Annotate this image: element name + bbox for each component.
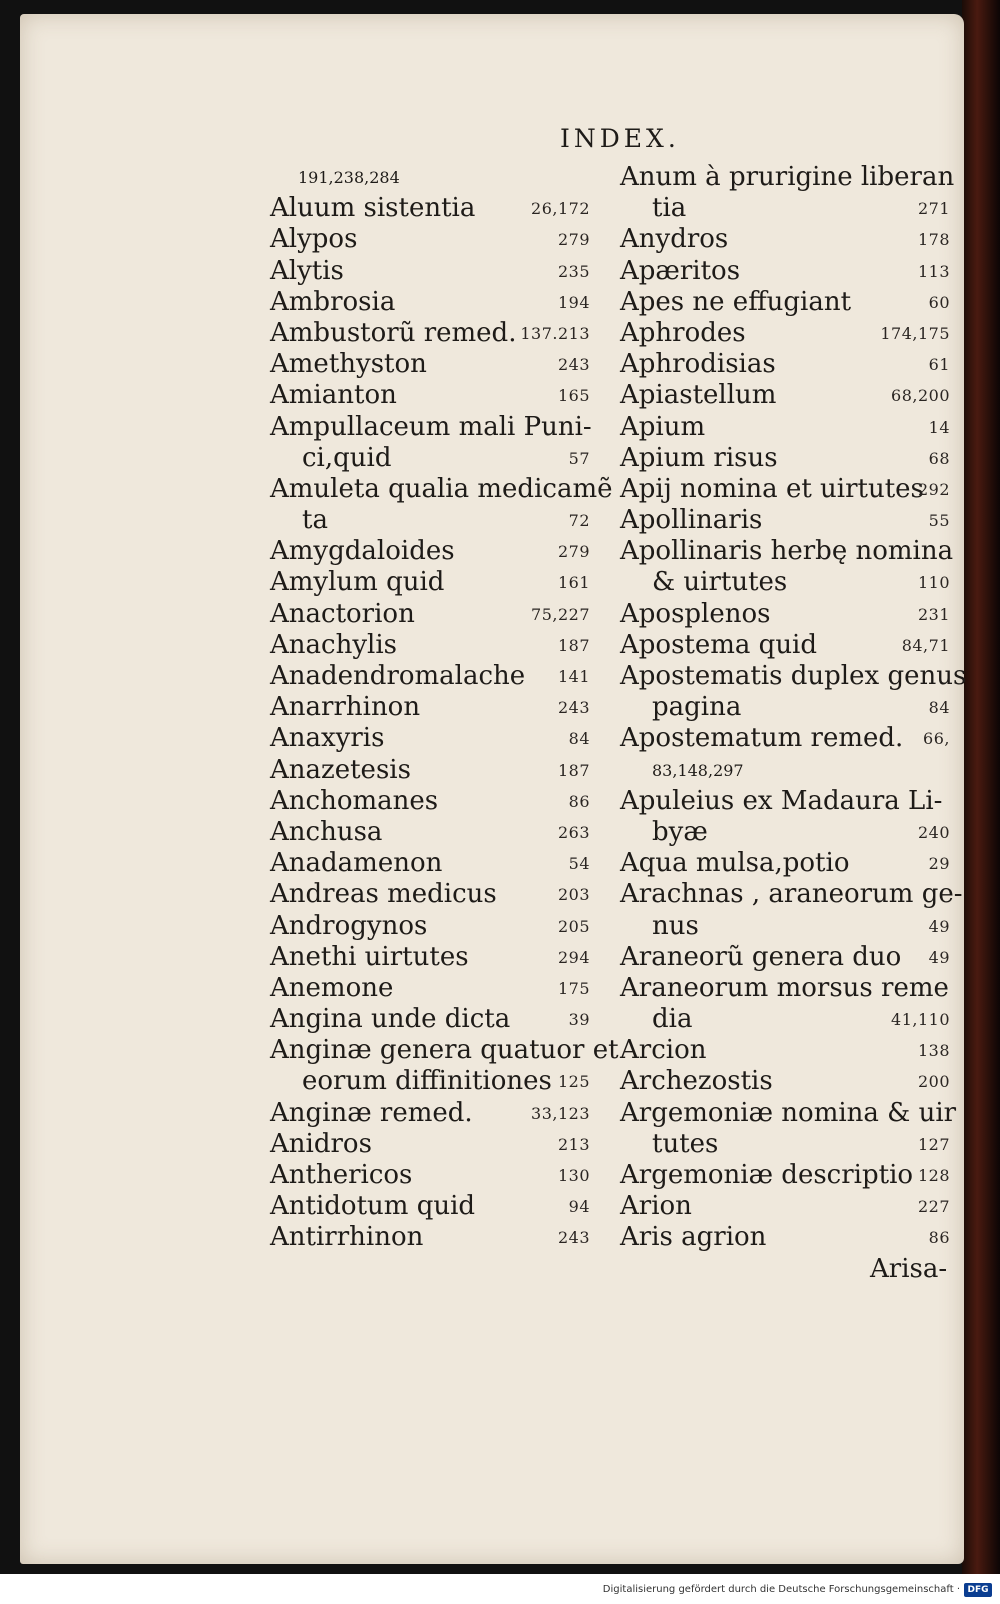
book-binding-edge	[962, 0, 1000, 1574]
index-entry	[620, 318, 950, 349]
entry-pages: 128	[917, 1166, 950, 1185]
index-entry	[620, 287, 950, 318]
index-entry	[620, 599, 950, 630]
entry-term: Ambustorũ remed.	[270, 317, 517, 348]
entry-pages: 240	[917, 822, 950, 842]
entry-pages: 231	[917, 604, 950, 624]
entry-term: Aphrodisias	[620, 349, 776, 380]
entry-term: Angina unde dicta	[270, 1004, 511, 1035]
index-entry	[270, 786, 600, 817]
entry-pages: 178	[917, 230, 950, 250]
index-entry	[270, 755, 600, 786]
entry-pages: 165	[557, 386, 590, 406]
entry-term: ci,quid	[302, 442, 392, 473]
index-entry	[620, 349, 950, 380]
page-header: INDEX.	[560, 124, 680, 153]
entry-term: Apostema quid	[620, 629, 818, 660]
index-entry	[620, 412, 950, 443]
index-entry	[620, 1066, 950, 1097]
entry-pages: 187	[557, 760, 590, 780]
entry-term: Ambrosia	[270, 286, 396, 317]
entry-term: Ampullaceum mali Puni-	[270, 411, 592, 442]
entry-term: Anchusa	[270, 816, 383, 847]
entry-term: Anethi uirtutes	[270, 941, 469, 972]
index-entry	[620, 755, 950, 786]
index-entry	[620, 567, 950, 598]
entry-term: Aposplenos	[620, 598, 771, 629]
index-entry	[270, 973, 600, 1004]
index-entry	[620, 443, 950, 474]
entry-term: Apij nomina et uirtutes	[620, 473, 924, 504]
entry-pages: 292	[917, 479, 950, 499]
index-entry	[620, 661, 967, 692]
entry-pages: 271	[917, 199, 950, 219]
entry-term: Apuleius ex Madaura Li-	[620, 785, 943, 816]
entry-term: Anginæ genera quatuor et	[270, 1035, 619, 1066]
entry-term: Androgynos	[270, 910, 428, 941]
entry-term: eorum diffinitiones	[302, 1066, 552, 1097]
entry-term: Anarrhinon	[270, 692, 421, 723]
entry-term: Apes ne effugiant	[620, 286, 852, 317]
index-entry	[620, 973, 950, 1004]
index-entry	[270, 536, 600, 567]
entry-term: & uirtutes	[652, 567, 788, 598]
entry-pages: 205	[557, 916, 590, 936]
entry-term: Apium	[620, 411, 706, 442]
index-entry	[270, 1004, 600, 1035]
index-entry	[270, 443, 600, 474]
entry-term: Anum à prurigine liberan	[620, 162, 955, 192]
index-entry	[620, 692, 950, 723]
entry-pages: 141	[557, 667, 590, 686]
entry-term: Anchomanes	[270, 785, 439, 816]
entry-pages: 175	[557, 978, 590, 998]
catchword: Arisa-	[870, 1254, 948, 1284]
entry-pages: 55	[928, 511, 950, 531]
entry-term: Apollinaris	[620, 505, 763, 536]
entry-pages: 61	[928, 355, 950, 375]
entry-pages: 279	[557, 230, 590, 250]
entry-term: Archezostis	[620, 1066, 773, 1097]
entry-term: Amuleta qualia medicamẽ	[270, 473, 613, 504]
entry-pages: 75,227	[531, 604, 590, 624]
entry-pages: 84,71	[901, 635, 950, 655]
index-entry	[620, 817, 950, 848]
index-entry	[270, 380, 600, 411]
entry-term: Anginæ remed.	[270, 1097, 473, 1128]
entry-term: Aris agrion	[620, 1222, 767, 1253]
entry-term: Anachylis	[270, 629, 397, 660]
index-entry	[270, 1129, 600, 1160]
entry-term: Apiastellum	[620, 380, 777, 411]
index-entry	[270, 1066, 600, 1097]
index-entry	[620, 505, 950, 536]
entry-pages: 41,110	[891, 1010, 950, 1030]
index-entry	[620, 911, 950, 942]
index-entry	[620, 380, 950, 411]
index-entry	[270, 723, 600, 754]
dfg-logo: DFG	[964, 1583, 992, 1597]
entry-term: Anthericos	[270, 1160, 413, 1190]
entry-pages: 49	[928, 947, 950, 967]
entry-term: pagina	[652, 692, 742, 723]
entry-pages: 68,200	[891, 386, 950, 406]
entry-pages: 243	[557, 698, 590, 718]
index-entry	[270, 318, 600, 349]
entry-term: Arion	[620, 1191, 692, 1222]
index-entry	[270, 473, 613, 505]
entry-term: Antirrhinon	[270, 1222, 424, 1253]
index-entry	[270, 1160, 600, 1191]
entry-pages: 235	[557, 261, 590, 281]
entry-pages: 127	[917, 1134, 950, 1154]
index-entry	[270, 193, 600, 224]
entry-pages: 137.213	[520, 323, 590, 343]
entry-pages: 39	[568, 1010, 590, 1030]
entry-pages: 243	[557, 1228, 590, 1248]
entry-pages: 203	[557, 885, 590, 905]
entry-pages: 54	[568, 854, 590, 874]
entry-term: Araneorũ genera duo	[620, 941, 902, 972]
index-entry	[620, 723, 950, 754]
index-entry	[270, 1191, 600, 1222]
entry-pages: 66,	[923, 729, 950, 749]
entry-term: Amianton	[270, 380, 397, 411]
entry-pages: 243	[557, 355, 590, 375]
index-entry	[270, 599, 600, 630]
entry-pages: 94	[568, 1197, 590, 1217]
entry-pages: 161	[557, 573, 590, 593]
entry-term: Argemoniæ descriptio	[620, 1160, 914, 1190]
index-entry	[270, 661, 600, 692]
entry-continued-pages: 191,238,284	[298, 168, 400, 187]
entry-term: Apostematis duplex genus	[620, 661, 967, 691]
entry-term: Apollinaris herbę nomina	[620, 536, 954, 567]
entry-term: dia	[652, 1004, 693, 1035]
entry-term: Anadamenon	[270, 848, 443, 879]
entry-term: Anactorion	[270, 598, 415, 629]
index-entry	[620, 879, 963, 910]
entry-term: Araneorum morsus reme	[620, 972, 949, 1003]
entry-continued-pages: 83,148,297	[652, 760, 744, 780]
entry-term: Apostematum remed.	[620, 723, 904, 754]
entry-pages: 227	[917, 1197, 950, 1217]
index-entry	[620, 1097, 957, 1129]
entry-pages: 33,123	[531, 1103, 590, 1123]
index-entry	[270, 412, 600, 443]
index-entry	[270, 349, 600, 380]
index-entry	[270, 162, 600, 193]
entry-pages: 113	[917, 261, 950, 281]
index-entry	[620, 1222, 950, 1253]
index-entry	[270, 1035, 619, 1066]
index-entry	[270, 630, 600, 661]
entry-term: Anadendromalache	[270, 661, 526, 691]
index-entry	[270, 911, 600, 942]
index-entry	[270, 848, 600, 879]
index-entry	[620, 256, 950, 287]
entry-term: Alypos	[270, 224, 358, 255]
index-entry	[270, 879, 600, 910]
entry-term: Aphrodes	[620, 317, 746, 348]
index-entry	[620, 1160, 950, 1191]
index-entry	[620, 474, 950, 505]
index-column-left	[270, 162, 619, 1254]
entry-pages: 26,172	[531, 199, 590, 219]
entry-pages: 200	[917, 1072, 950, 1092]
entry-pages: 130	[557, 1166, 590, 1185]
index-entry	[270, 287, 600, 318]
index-entry	[620, 1129, 950, 1160]
entry-term: Anazetesis	[270, 754, 411, 785]
entry-pages: 263	[557, 822, 590, 842]
index-entry	[270, 1098, 600, 1129]
entry-pages: 84	[568, 729, 590, 749]
entry-pages: 187	[557, 635, 590, 655]
entry-term: Amylum quid	[270, 567, 445, 598]
entry-term: Amygdaloides	[270, 536, 455, 567]
entry-term: tia	[652, 193, 687, 224]
entry-pages: 294	[557, 947, 590, 967]
entry-term: Apæritos	[620, 255, 741, 286]
index-entry	[270, 567, 600, 598]
index-entry	[270, 692, 600, 723]
entry-term: Anidros	[270, 1128, 372, 1159]
index-entry	[620, 942, 950, 973]
entry-pages: 86	[568, 791, 590, 811]
index-entry	[620, 224, 950, 255]
footer-credit: Digitalisierung gefördert durch die Deutsche Forschungsgemeinschaft ·	[602, 1584, 960, 1595]
entry-pages: 29	[928, 854, 950, 874]
index-entry	[620, 1004, 950, 1035]
index-entry	[620, 162, 955, 193]
entry-term: Arachnas , araneorum ge-	[620, 879, 963, 910]
entry-pages: 57	[568, 448, 590, 468]
entry-pages: 213	[557, 1134, 590, 1154]
index-entry	[620, 786, 950, 817]
entry-term: Anydros	[620, 224, 729, 255]
entry-term: Alytis	[270, 255, 344, 286]
entry-pages: 60	[928, 292, 950, 312]
index-column-right	[620, 162, 967, 1254]
index-entry	[270, 817, 600, 848]
index-entry	[620, 630, 950, 661]
entry-pages: 49	[928, 916, 950, 936]
entry-term: Apium risus	[620, 442, 778, 473]
index-entry	[270, 942, 600, 973]
index-entry	[270, 224, 600, 255]
entry-term: Amethyston	[270, 349, 427, 380]
entry-term: tutes	[652, 1128, 719, 1159]
index-entry	[270, 505, 600, 536]
entry-pages: 138	[917, 1041, 950, 1061]
entry-term: Argemoniæ nomina & uir	[620, 1097, 957, 1128]
index-entry	[620, 193, 950, 224]
entry-pages: 68	[928, 448, 950, 468]
entry-term: Aluum sistentia	[270, 193, 476, 224]
entry-term: byæ	[652, 816, 708, 847]
entry-term: Arcion	[620, 1035, 707, 1066]
index-entry	[620, 1035, 950, 1066]
index-entry	[270, 256, 600, 287]
entry-term: ta	[302, 505, 328, 536]
entry-pages: 174,175	[880, 323, 950, 343]
entry-pages: 14	[928, 417, 950, 437]
entry-pages: 86	[928, 1228, 950, 1248]
entry-term: nus	[652, 910, 699, 941]
entry-pages: 194	[557, 292, 590, 312]
entry-pages: 84	[928, 698, 950, 718]
index-entry	[620, 1191, 950, 1222]
digitization-footer	[0, 1574, 1000, 1604]
entry-pages: 125	[557, 1072, 590, 1092]
entry-term: Andreas medicus	[270, 879, 497, 910]
entry-pages: 110	[917, 573, 950, 593]
index-entry	[270, 1222, 600, 1253]
entry-term: Aqua mulsa,potio	[620, 848, 850, 879]
index-entry	[620, 848, 950, 879]
entry-pages: 72	[568, 511, 590, 531]
entry-term: Antidotum quid	[270, 1191, 476, 1222]
index-entry	[620, 536, 954, 567]
entry-term: Anaxyris	[270, 723, 385, 754]
entry-pages: 279	[557, 542, 590, 562]
entry-term: Anemone	[270, 972, 394, 1003]
